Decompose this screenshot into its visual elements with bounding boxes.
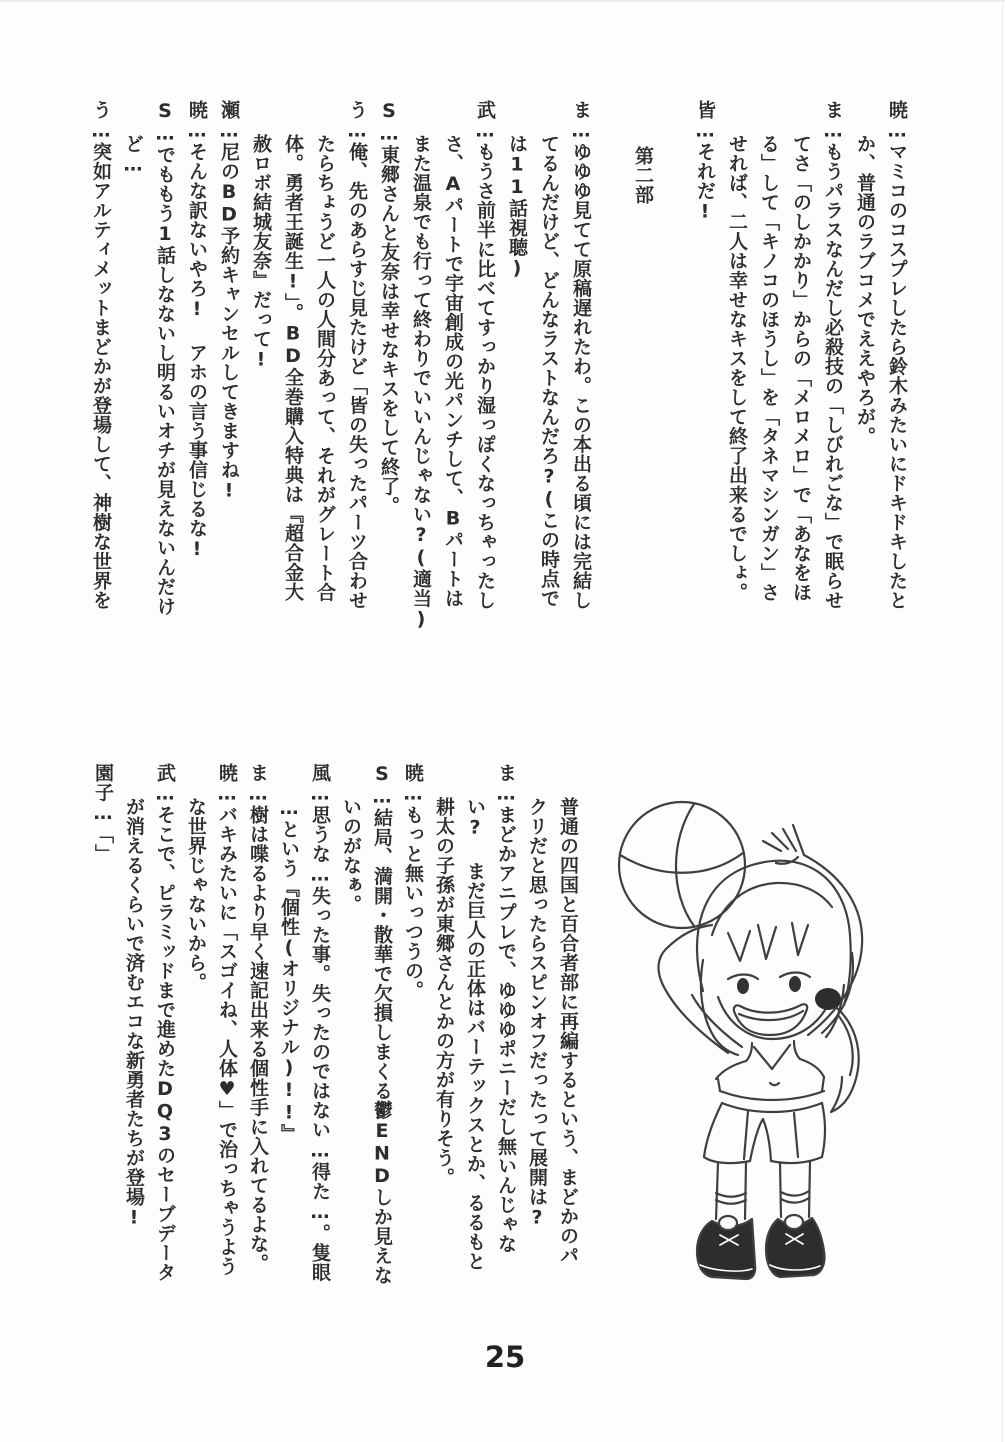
text-column: てさ「のしかかり」からの「メロメロ」で「あなをほ — [790, 134, 812, 602]
text-column: る」して「キノコのほうし」を「タネマシンガン」さ — [758, 134, 780, 602]
page-number: 25 — [484, 1340, 526, 1374]
text-column: う…突如アルティメットまどかが登場して、神樹な世界を — [90, 100, 112, 610]
text-column: う…俺、先のあらすじ見たけど「皆の失ったパーツ合わせ — [346, 100, 368, 610]
text-column: が消えるくらいで済むエコな新勇者たちが登場! — [123, 797, 145, 1229]
dialogue-block-part2 — [87, 763, 583, 1323]
text-column: ま…樹は喋るより早く速記出来る個性手に入れてるよな。 — [247, 763, 269, 1273]
text-column: 赦ロボ結城友奈』だって! — [250, 134, 272, 371]
text-column — [659, 100, 689, 660]
text-column: クリだと思ったらスピンオフだったって展開は? — [526, 797, 548, 1229]
text-column: ま…まどかアニプレで、ゆゆゆポニーだし無いんじゃな — [495, 763, 517, 1254]
basketball-girl-illustration — [600, 785, 900, 1295]
text-column: 暁…マミコのコスプレしたら鈴木みたいにドキドキしたと — [886, 100, 908, 610]
text-column: ま…ゆゆゆ見てて原稿遅れたわ。この本出る頃には完結し — [570, 100, 592, 610]
dialogue-block-part1 — [85, 100, 913, 660]
text-column: ま…もうパラスなんだし必殺技の「しびれごな」で眠らせ — [822, 100, 844, 610]
text-column: ど… — [122, 134, 144, 176]
text-column: 皆…それだ! — [694, 100, 716, 223]
text-column: 瀬…尼のBD予約キャンセルしてきますね! — [218, 100, 240, 502]
text-column: い? まだ巨人の正体はバーテックスとか、るるもと — [464, 797, 486, 1271]
text-column: 第二部 — [632, 146, 654, 205]
text-column: いのがなぁ。 — [340, 797, 362, 914]
text-column: S…結局、満開・散華で欠損しまくる鬱ENDしか見えな — [371, 763, 393, 1285]
text-column: さ、Aパートで宇宙創成の光パンチして、Bパートは — [442, 134, 464, 608]
text-column: 耕太の子孫が東郷さんとかの方が有りそう。 — [433, 797, 455, 1187]
text-column: な世界じゃないから。 — [185, 797, 207, 992]
text-column: てるんだけど、どんなラストなんだろ?(この時点で — [538, 134, 560, 608]
text-column: 風…思うな…失った事。失ったのではない…得た…。隻眼 — [309, 763, 331, 1282]
scan-edge-right — [1002, 0, 1003, 1442]
scan-edge-top — [0, 0, 1005, 2]
text-column: せれば、二人は幸せなキスをして終了出来るでしょ。 — [726, 134, 748, 602]
text-column: また温泉でも行って終わりでいいんじゃない?(適当) — [410, 134, 432, 631]
text-column: たらちょうど一人の人間分あって、それがグレート合 — [314, 134, 336, 602]
text-column: 暁…そんな訳ないやろ! アホの言う事信じるな! — [186, 100, 208, 561]
text-column — [597, 100, 627, 660]
text-column: 普通の四国と百合者部に再編するという、まどかのパ — [557, 797, 579, 1265]
text-column: 園子…「」 — [92, 763, 114, 864]
text-column: S…でももう1話しなないし明るいオチが見えないんだけ — [154, 100, 176, 616]
text-column: 暁…もっと無いっつうの。 — [402, 763, 424, 1000]
text-column: 暁…バキみたいに「スゴイね、人体♥」で治っちゃうよう — [216, 763, 238, 1276]
text-column: 体。勇者王誕生!」。BD全巻購入特典は『超合金大 — [282, 134, 304, 602]
text-column: は11話視聴) — [506, 134, 528, 280]
text-column: 武…もうさ前半に比べてすっかり湿っぽくなっちゃったし — [474, 100, 496, 610]
text-column: S…東郷さんと友奈は幸せなキスをして終了。 — [378, 100, 400, 516]
text-column: か、普通のラブコメでええやろが。 — [854, 134, 876, 446]
text-column: …という『個性(オリジナル)!!』 — [278, 797, 300, 1144]
text-column: 武…そこで、ピラミッドまで進めたDQ3のセーブデータ — [154, 763, 176, 1282]
